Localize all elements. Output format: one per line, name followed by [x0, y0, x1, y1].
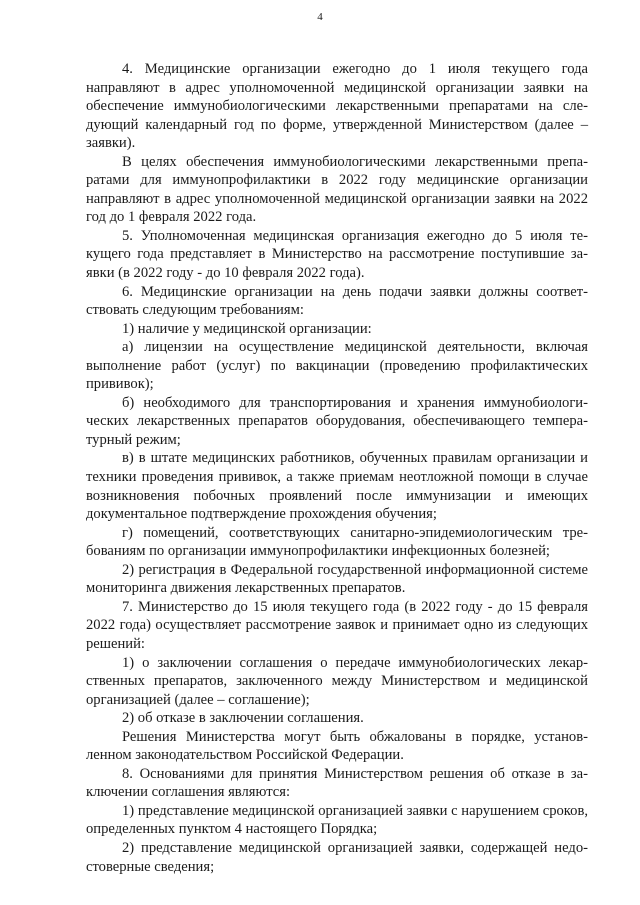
list-item-g: г) помещений, соответствующих санитарно-эпидемиологическим требованиям по организации иммунопрофилактики инфекционных болезней; — [86, 524, 588, 560]
page-number: 4 — [317, 11, 323, 23]
paragraph-7-decision: 7. Министерство до 15 июля текущего года (в 2022 году - до 15 февраля 2022 года) осуществляет рассмотрение заявок и принимает одно из следующих решений: — [86, 598, 588, 652]
paragraph-2022-applications: В целях обеспечения иммунобиологическими лекарственными препаратами для иммунопрофилактики в 2022 году медицинские организации направляют в адрес уполномоченной медицинской организации заявки на 2022 год до 1 февраля 2022 года. — [86, 153, 588, 226]
list-item-a: а) лицензии на осуществление медицинской деятельности, включая выполнение работ (услуг) по вакцинации (проведению профилактических прививок); — [86, 339, 588, 393]
paragraph-appeal: Решения Министерства могут быть обжалованы в порядке, установленном законодательством Российской Федерации. — [86, 728, 588, 764]
decision-item-1: 1) о заключении соглашения о передаче иммунобиологических лекарственных препаратов, заключенного между Министерством и медицинской организацией (далее – соглашение); — [86, 654, 588, 708]
paragraph-6-requirements: 6. Медицинские организации на день подачи заявки должны соответствовать следующим требованиям: — [86, 283, 588, 319]
list-item-b: б) необходимого для транспортирования и хранения иммунобиологических лекарственных препаратов оборудования, обеспечивающего температурный режим; — [86, 394, 588, 448]
list-item-1: 1) наличие у медицинской организации: — [122, 320, 372, 337]
list-item-2: 2) регистрация в Федеральной государственной информационной системе мониторинга движения лекарственных препаратов. — [86, 561, 588, 597]
paragraph-8-grounds: 8. Основаниями для принятия Министерством решения об отказе в заключении соглашения являются: — [86, 765, 588, 801]
grounds-item-2: 2) представление медицинской организацией заявки, содержащей недостоверные сведения; — [86, 839, 588, 875]
paragraph-5-submission: 5. Уполномоченная медицинская организация ежегодно до 5 июля текущего года представляет в Министерство на рассмотрение поступившие заявки (в 2022 году - до 10 февраля 2022 года). — [86, 227, 588, 282]
grounds-item-1: 1) представление медицинской организацией заявки с нарушением сроков, определенных пунктом 4 настоящего Порядка; — [86, 802, 588, 838]
list-item-v: в) в штате медицинских работников, обученных правилам организации и техники проведения прививок, а также приемам неотложной помощи в случае возникновения побочных проявлений после иммунизации и имеющих документальное подтверждение прохождения обучения; — [86, 450, 588, 523]
decision-item-2: 2) об отказе в заключении соглашения. — [122, 710, 364, 727]
document-body — [86, 60, 588, 876]
paragraph-4-applications: 4. Медицинские организации ежегодно до 1 июля текущего года направляют в адрес уполномоченной медицинской организации заявки на обеспечение иммунобиологическими лекарственными препаратами на следующий календарный год по форме, утвержденной Министерством (далее – заявки). — [86, 61, 588, 152]
